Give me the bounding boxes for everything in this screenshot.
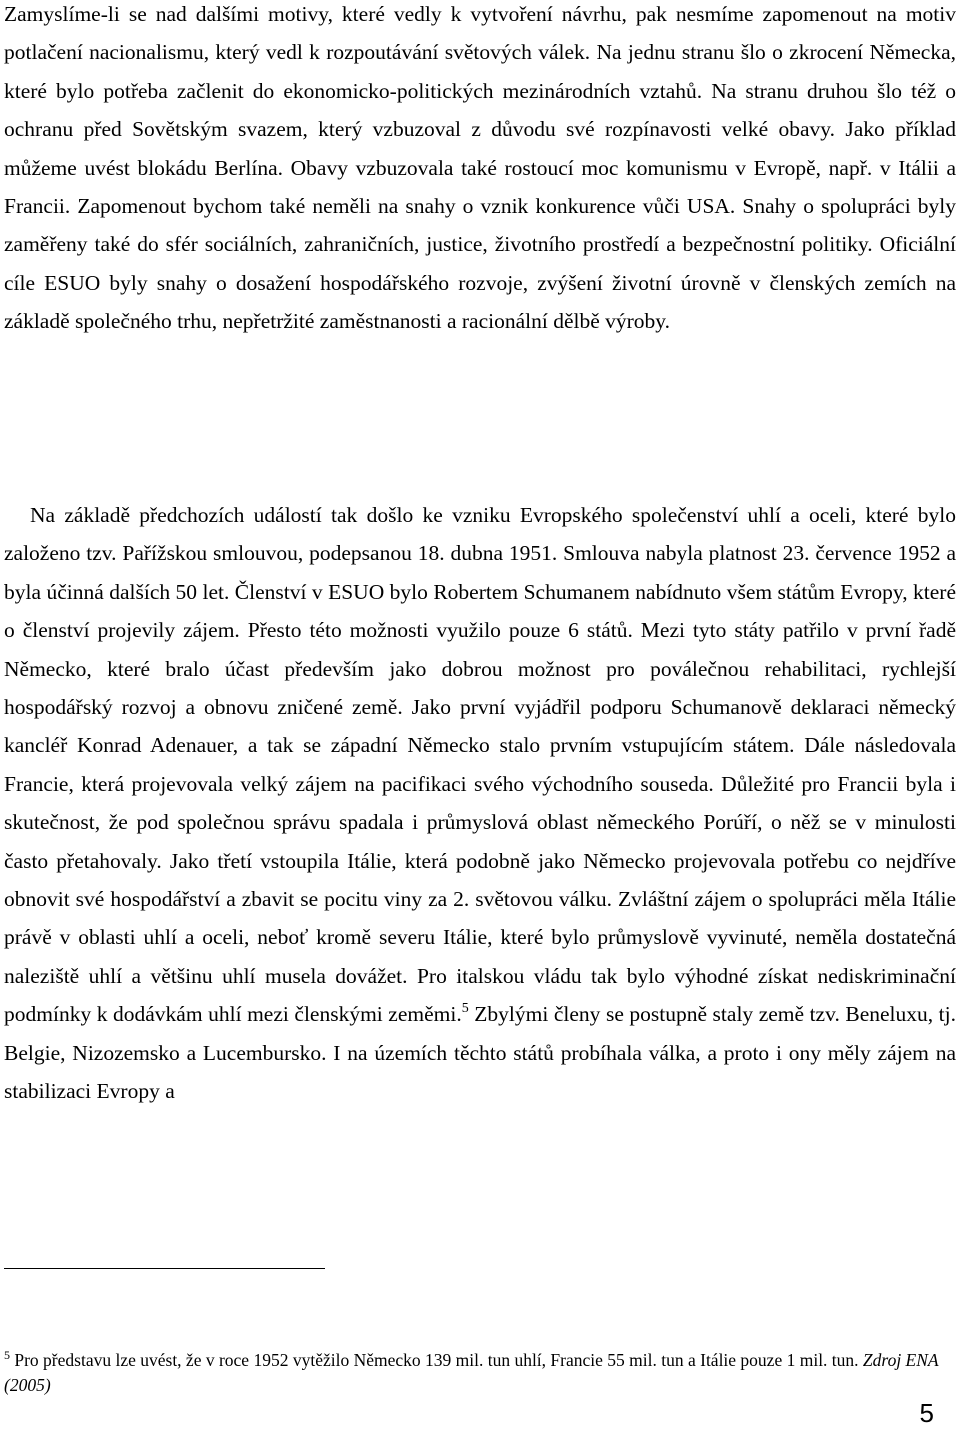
- paragraph-motives: Zamyslíme-li se nad dalšími motivy, které vedly k vytvoření návrhu, pak nesmíme zapomenout na motiv potlačení nacionalismu, který vedl k rozpoutávání světových válek. Na jednu stranu šlo o zkrocení Německa, které bylo potřeba začlenit do ekonomicko-politických mezinárodních vztahů. Na stranu druhou šlo též o ochranu před Sovětským svazem, který vzbuzoval z důvodu své rozpínavosti velké obavy. Jako příklad můžeme uvést blokádu Berlína. Obavy vzbuzovala také rostoucí moc komunismu v Evropě, např. v Itálii a Francii. Zapomenout bychom také neměli na snahy o vznik konkurence vůči USA. Snahy o spolupráci byly zaměřeny také do sfér sociálních, zahraničních, justice, životního prostředí a bezpečnostní politiky. Oficiální cíle ESUO byly snahy o dosažení hospodářského rozvoje, zvýšení životní úrovně v členských zemích na základě společného trhu, nepřetržité zaměstnanosti a racionální dělbě výroby.: [4, 2, 956, 334]
- footnote-separator: [4, 1268, 325, 1269]
- paragraph-ecsc-text-1: Na základě předchozích událostí tak došlo ke vzniku Evropského společenství uhlí a oceli, které bylo založeno tzv. Pařížskou smlouvou, podepsanou 18. dubna 1951. Smlouva nabyla platnost 23. července 1952 a byla účinná dalších 50 let. Členství v ESUO bylo Robertem Schumanem nabídnuto všem státům Evropy, které o členství projevily zájem. Přesto této možnosti využilo pouze 6 států. Mezi tyto státy patřilo v první řadě Německo, které bralo účast především jako dobrou možnost pro poválečnou rehabilitaci, rychlejší hospodářský rozvoj a obnovu zničené země. Jako první vyjádřil podporu Schumanově deklaraci německý kancléř Konrad Adenauer, a tak se západní Německo stalo prvním vstupujícím státem. Dále následovala Francie, která projevovala velký zájem na pacifikaci svého východního souseda. Důležité pro Francii byla i skutečnost, že pod společnou správu spadala i průmyslová oblast německého Porúří, o něž se v minulosti často přetahovaly. Jako třetí vstoupila Itálie, která podobně jako Německo projevovala potřebu co nejdříve obnovit své hospodářství a zbavit se pocitu viny za 2. světovou válku. Zvláštní zájem o spolupráci měla Itálie právě v oblasti uhlí a oceli, neboť kromě severu Itálie, které bylo průmyslově vyvinuté, neměla dostatečná naleziště uhlí a většinu uhlí musela dovážet. Pro italskou vládu tak bylo výhodné získat nediskriminační podmínky k dodávkám uhlí mezi členskými zeměmi.: [4, 503, 956, 1027]
- paragraph-ecsc-founding: [4, 496, 956, 1111]
- footnote-text: Pro představu lze uvést, že v roce 1952 vytěžilo Německo 139 mil. tun uhlí, Francie 55 mil. tun a Itálie pouze 1 mil. tun.: [10, 1350, 863, 1370]
- footnote-number: 5: [4, 1348, 10, 1362]
- paragraph-ecsc-text-2: Zbylými členy se postupně staly země tzv. Beneluxu, tj. Belgie, Nizozemsko a Lucembursko. I na územích těchto států probíhala válka, a proto i ony měly zájem na stabilizaci Evropy a: [4, 1002, 956, 1104]
- footnote: [4, 1348, 956, 1398]
- footnote-reference[interactable]: 5: [461, 1001, 469, 1017]
- page-number: 5: [919, 1398, 934, 1428]
- footnote-source: Zdroj ENA (2005): [4, 1350, 939, 1395]
